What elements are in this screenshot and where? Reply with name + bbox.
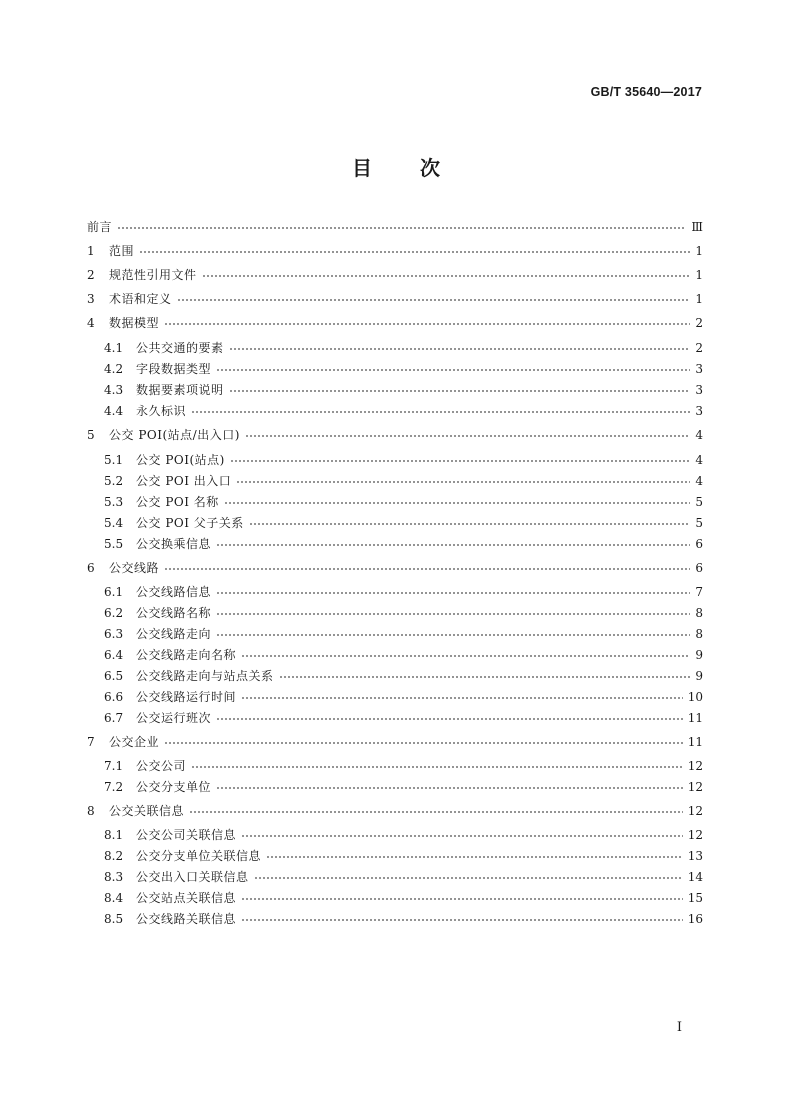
toc-entry-page: 15: [687, 891, 703, 905]
toc-entry[interactable]: [104, 625, 703, 643]
toc-entry-page: 10: [687, 690, 703, 704]
toc-entry[interactable]: [104, 709, 703, 727]
dot-leader: [229, 381, 690, 399]
toc-entry-page: 2: [695, 341, 703, 355]
toc-entry-title: 公交运行班次: [136, 711, 212, 725]
toc-entry-title: 公交线路运行时间: [136, 690, 237, 704]
toc-entry-page: 9: [695, 669, 703, 683]
toc-entry[interactable]: [104, 360, 703, 378]
toc-entry[interactable]: [104, 402, 703, 420]
toc-entry-title: 公交 POI 出入口: [136, 474, 232, 488]
dot-leader: [229, 339, 690, 357]
toc-entry-title: 公交出入口关联信息: [136, 870, 249, 884]
toc-entry-page: Ⅲ: [691, 220, 703, 234]
dot-leader: [117, 218, 686, 236]
toc-entry-number: 8.3: [104, 870, 124, 884]
dot-leader: [224, 493, 690, 511]
dot-leader: [191, 402, 690, 420]
toc-entry-title: 公交分支单位: [136, 780, 212, 794]
dot-leader: [279, 667, 690, 685]
toc-entry-title: 公交线路走向名称: [136, 648, 237, 662]
toc-entry[interactable]: [87, 266, 703, 284]
toc-entry-title: 公交关联信息: [109, 804, 185, 818]
toc-entry-page: 3: [695, 404, 703, 418]
dot-leader: [139, 242, 690, 260]
dot-leader: [202, 266, 690, 284]
dot-leader: [164, 733, 683, 751]
toc-entry-page: 1: [695, 292, 703, 306]
toc-entry-number: 5: [87, 428, 95, 442]
toc-entry-title: 数据要素项说明: [136, 383, 224, 397]
toc-entry-page: 3: [695, 383, 703, 397]
toc-entry-title: 公交分支单位关联信息: [136, 849, 262, 863]
toc-entry[interactable]: [87, 242, 703, 260]
toc-entry[interactable]: [87, 559, 703, 577]
dot-leader: [216, 604, 690, 622]
dot-leader: [164, 314, 690, 332]
toc-entry-title: 永久标识: [136, 404, 187, 418]
dot-leader: [241, 688, 683, 706]
toc-entry-page: 6: [695, 561, 703, 575]
toc-entry-page: 14: [687, 870, 703, 884]
toc-entry-number: 6: [87, 561, 95, 575]
toc-entry-page: 12: [687, 780, 703, 794]
dot-leader: [266, 847, 683, 865]
toc-entry[interactable]: [104, 667, 703, 685]
toc-entry[interactable]: [104, 339, 703, 357]
dot-leader: [164, 559, 690, 577]
toc-entry-number: 5.4: [104, 516, 124, 530]
dot-leader: [230, 451, 690, 469]
toc-entry-page: 11: [687, 711, 703, 725]
toc-entry-number: 5.5: [104, 537, 124, 551]
toc-entry[interactable]: [104, 847, 703, 865]
toc-entry-page: 12: [687, 759, 703, 773]
toc-entry[interactable]: [104, 889, 703, 907]
toc-entry[interactable]: [104, 646, 703, 664]
toc-entry-number: 8.2: [104, 849, 124, 863]
toc-entry[interactable]: [87, 290, 703, 308]
dot-leader: [236, 472, 690, 490]
toc-entry-number: 7.1: [104, 759, 124, 773]
dot-leader: [189, 802, 683, 820]
dot-leader: [245, 426, 690, 444]
toc-entry-title: 数据模型: [109, 316, 160, 330]
dot-leader: [216, 583, 690, 601]
dot-leader: [241, 826, 683, 844]
toc-entry-number: 2: [87, 268, 95, 282]
toc-entry-number: 6.5: [104, 669, 124, 683]
toc-entry-number: 1: [87, 244, 95, 258]
toc-entry-title: 前言: [87, 220, 113, 234]
dot-leader: [191, 757, 683, 775]
title-char-1: 目: [352, 156, 372, 180]
toc-entry[interactable]: [104, 688, 703, 706]
toc-entry[interactable]: [104, 910, 703, 928]
page-number: Ⅰ: [676, 1020, 682, 1035]
toc-entry-page: 4: [695, 428, 703, 442]
toc-entry-page: 7: [695, 585, 703, 599]
toc-entry-number: 4.2: [104, 362, 124, 376]
toc-entry-number: 4.3: [104, 383, 124, 397]
toc-entry-page: 2: [695, 316, 703, 330]
toc-entry-page: 1: [695, 244, 703, 258]
dot-leader: [177, 290, 690, 308]
dot-leader: [241, 646, 690, 664]
toc-entry-title: 公交公司关联信息: [136, 828, 237, 842]
toc-entry-page: 5: [695, 516, 703, 530]
toc-entry-title: 公交 POI(站点): [136, 453, 225, 467]
toc-entry-title: 范围: [109, 244, 135, 258]
page-title: [0, 152, 792, 181]
toc-entry-number: 6.1: [104, 585, 124, 599]
toc-entry-title: 公交换乘信息: [136, 537, 212, 551]
standard-code: GB/T 35640—2017: [590, 85, 702, 99]
toc-entry-number: 8.1: [104, 828, 124, 842]
dot-leader: [249, 514, 690, 532]
dot-leader: [216, 778, 683, 796]
toc-entry-number: 7.2: [104, 780, 124, 794]
toc-entry-number: 8: [87, 804, 95, 818]
toc-entry-title: 公交 POI 父子关系: [136, 516, 244, 530]
toc-entry-number: 5.3: [104, 495, 124, 509]
dot-leader: [241, 889, 683, 907]
toc-entry-page: 5: [695, 495, 703, 509]
toc-entry[interactable]: [104, 535, 703, 553]
toc-entry-number: 6.2: [104, 606, 124, 620]
toc-entry-title: 公交线路: [109, 561, 160, 575]
toc-entry[interactable]: [104, 604, 703, 622]
toc-entry-page: 1: [695, 268, 703, 282]
toc-entry-number: 6.4: [104, 648, 124, 662]
toc-entry-title: 公交线路名称: [136, 606, 212, 620]
toc-entry-number: 4: [87, 316, 95, 330]
toc-entry-page: 16: [687, 912, 703, 926]
toc-entry-page: 3: [695, 362, 703, 376]
toc-entry-title: 规范性引用文件: [109, 268, 197, 282]
toc-entry-number: 7: [87, 735, 95, 749]
toc-entry-title: 字段数据类型: [136, 362, 212, 376]
toc-entry[interactable]: [104, 451, 703, 469]
toc-entry-title: 公交线路走向: [136, 627, 212, 641]
toc-entry-number: 4.4: [104, 404, 124, 418]
toc-entry-page: 9: [695, 648, 703, 662]
toc-entry[interactable]: [104, 472, 703, 490]
dot-leader: [216, 709, 683, 727]
toc-entry-page: 13: [687, 849, 703, 863]
toc-entry[interactable]: [104, 381, 703, 399]
toc-entry-title: 公交线路关联信息: [136, 912, 237, 926]
toc-entry[interactable]: [87, 802, 703, 820]
toc-entry-number: 6.6: [104, 690, 124, 704]
toc-entry-number: 5.1: [104, 453, 124, 467]
dot-leader: [216, 360, 690, 378]
toc-entry[interactable]: [104, 514, 703, 532]
toc-entry[interactable]: [87, 733, 703, 751]
toc-entry-title: 术语和定义: [109, 292, 172, 306]
toc-entry[interactable]: [87, 426, 703, 444]
toc-entry-title: 公交企业: [109, 735, 160, 749]
toc-entry-number: 6.7: [104, 711, 124, 725]
toc-entry-page: 4: [695, 453, 703, 467]
toc-entry-page: 4: [695, 474, 703, 488]
toc-entry-number: 6.3: [104, 627, 124, 641]
toc-entry-number: 4.1: [104, 341, 124, 355]
toc-entry-number: 8.5: [104, 912, 124, 926]
dot-leader: [216, 535, 690, 553]
toc-entry-title: 公交公司: [136, 759, 187, 773]
toc-entry-title: 公交 POI(站点/出入口): [109, 428, 240, 442]
toc-entry-page: 8: [695, 627, 703, 641]
toc-entry-number: 5.2: [104, 474, 124, 488]
dot-leader: [216, 625, 690, 643]
toc-entry[interactable]: [104, 826, 703, 844]
toc-entry[interactable]: [104, 493, 703, 511]
toc-entry-page: 12: [687, 804, 703, 818]
toc-entry-page: 11: [687, 735, 703, 749]
toc-entry-title: 公共交通的要素: [136, 341, 224, 355]
toc-entry[interactable]: [104, 757, 703, 775]
toc-entry[interactable]: [104, 868, 703, 886]
dot-leader: [241, 910, 683, 928]
toc-entry-page: 12: [687, 828, 703, 842]
dot-leader: [254, 868, 683, 886]
toc-entry-number: 3: [87, 292, 95, 306]
toc-entry-number: 8.4: [104, 891, 124, 905]
toc-entry[interactable]: [104, 583, 703, 601]
toc-entry-title: 公交线路走向与站点关系: [136, 669, 274, 683]
toc-entry-page: 8: [695, 606, 703, 620]
toc-entry-title: 公交 POI 名称: [136, 495, 219, 509]
toc-entry-page: 6: [695, 537, 703, 551]
toc-entry-title: 公交线路信息: [136, 585, 212, 599]
toc-entry[interactable]: [104, 778, 703, 796]
toc-entry[interactable]: [87, 314, 703, 332]
toc-entry[interactable]: [87, 218, 703, 236]
title-char-2: 次: [420, 156, 440, 180]
toc-entry-title: 公交站点关联信息: [136, 891, 237, 905]
